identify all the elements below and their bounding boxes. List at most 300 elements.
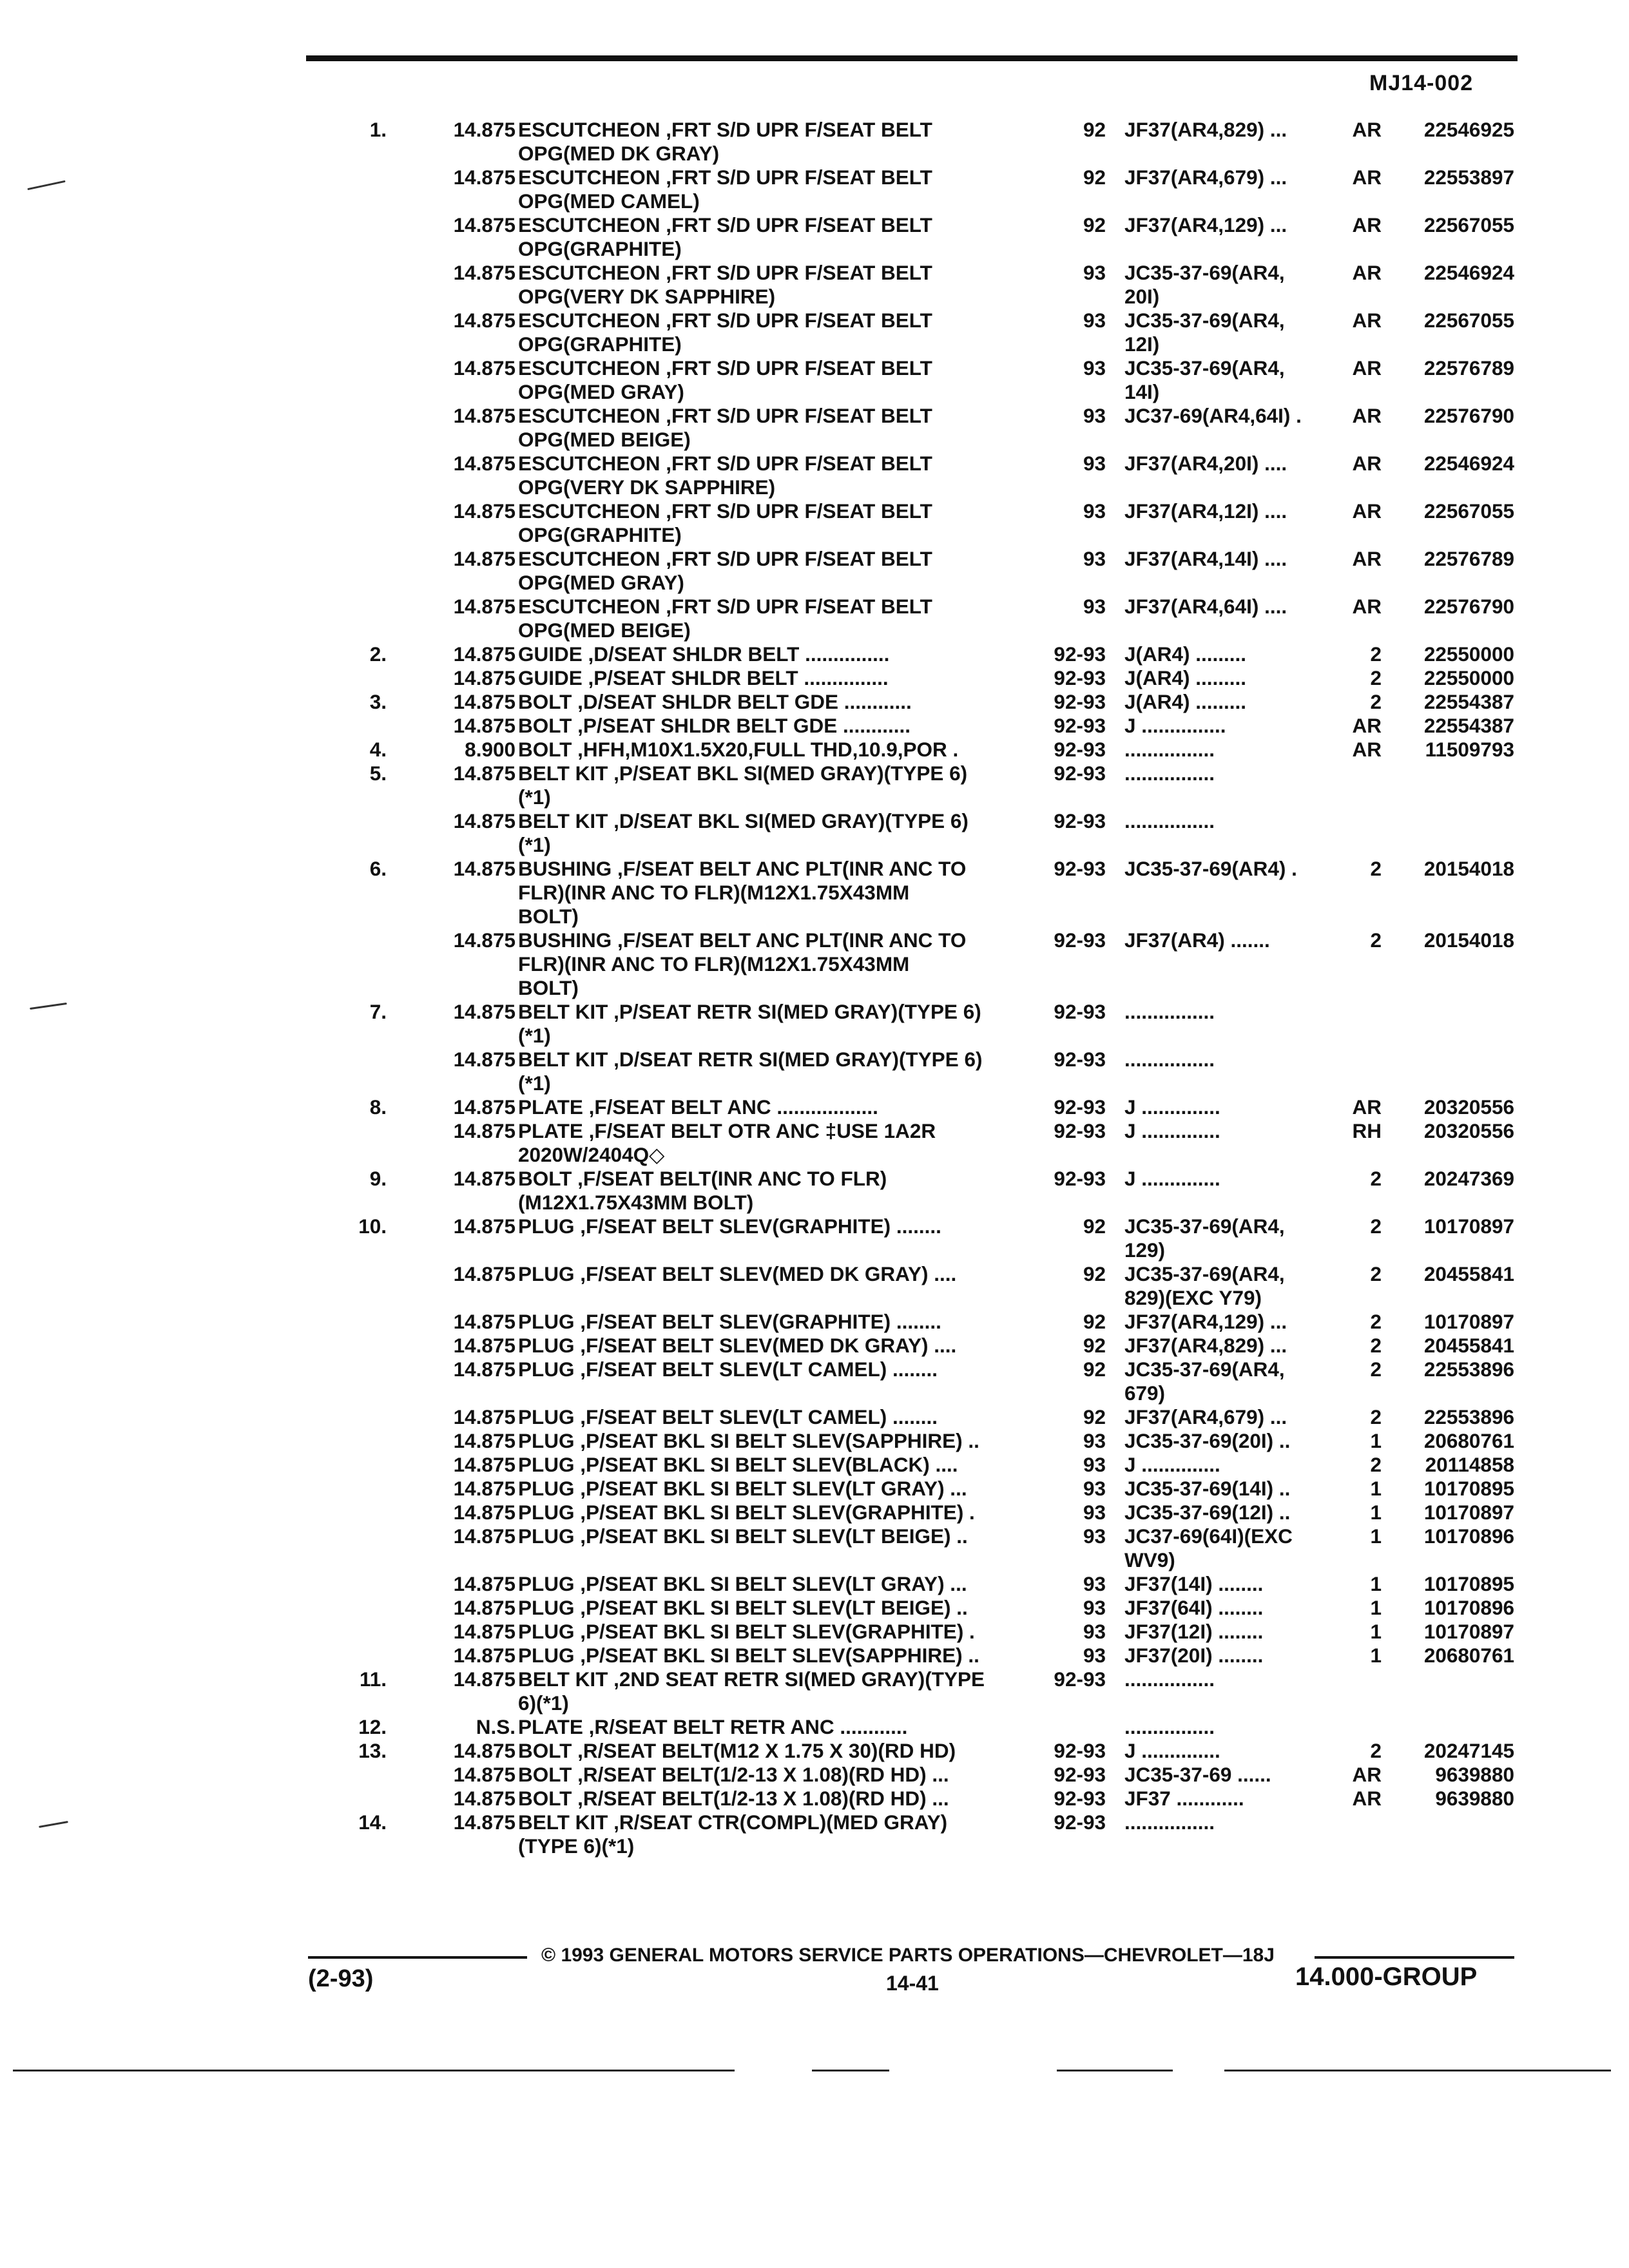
quantity: 1: [1370, 1524, 1382, 1548]
part-detail: ,P/SEAT BKL SI BELT SLEV(BLACK) ....: [574, 1453, 958, 1476]
part-detail: ,R/SEAT BELT(M12 X 1.75 X 30)(RD HD): [572, 1739, 956, 1762]
ref-number: 6.: [369, 857, 387, 880]
application: ................: [1124, 1000, 1215, 1023]
part-name: ESCUTCHEON: [518, 452, 660, 475]
ref-number: 14.: [358, 1811, 387, 1834]
part-description: [518, 380, 1034, 404]
part-name: PLUG: [518, 1524, 575, 1548]
part-description: [518, 619, 1034, 642]
model-year: 92-93: [1054, 928, 1106, 952]
part-description: [518, 1572, 1034, 1596]
quantity: 2: [1370, 666, 1382, 689]
part-name: BELT KIT: [518, 1811, 608, 1834]
table-row: [0, 738, 1629, 762]
table-row: [0, 1644, 1629, 1667]
part-name: BOLT: [518, 690, 572, 713]
part-detail: ,2ND SEAT RETR SI(MED GRAY)(TYPE: [608, 1667, 985, 1691]
table-row: [0, 928, 1629, 952]
part-detail: FLR)(INR ANC TO FLR)(M12X1.75X43MM: [518, 952, 910, 975]
application: JF37(AR4,129) ...: [1124, 1310, 1287, 1333]
application: 12I): [1124, 332, 1160, 356]
part-name: ESCUTCHEON: [518, 213, 660, 236]
application: JC35-37-69(20I) ..: [1124, 1429, 1291, 1452]
part-name: PLUG: [518, 1358, 575, 1381]
part-name: BELT KIT: [518, 1000, 608, 1023]
table-row: [0, 1358, 1629, 1381]
part-name: BUSHING: [518, 928, 612, 952]
quantity: 2: [1370, 1167, 1382, 1190]
part-detail: BOLT): [518, 976, 579, 999]
part-number: 20455841: [1423, 1334, 1514, 1357]
application: JC35-37-69(AR4,: [1124, 261, 1285, 284]
part-detail: ,F/SEAT BELT SLEV(MED DK GRAY) ....: [574, 1262, 957, 1285]
quantity: 1: [1370, 1501, 1382, 1524]
part-name: PLUG: [518, 1215, 575, 1238]
application: J ..............: [1124, 1095, 1220, 1119]
table-row: [0, 1596, 1629, 1620]
part-number: 22554387: [1423, 690, 1514, 713]
series-code: 14.875: [453, 762, 516, 785]
series-code: 14.875: [453, 356, 516, 380]
table-row: [0, 1620, 1629, 1644]
application: J ..............: [1124, 1453, 1220, 1476]
part-description: [518, 1667, 1034, 1691]
model-year: 92: [1083, 1262, 1106, 1285]
part-name: PLUG: [518, 1334, 575, 1357]
part-detail: ,P/SEAT BKL SI BELT SLEV(LT GRAY) ...: [574, 1572, 967, 1595]
model-year: 92-93: [1054, 1048, 1106, 1071]
application: JF37(AR4,14I) ....: [1124, 547, 1287, 570]
quantity: 2: [1370, 1262, 1382, 1285]
part-number: 22576789: [1423, 356, 1514, 380]
model-year: 92-93: [1054, 642, 1106, 666]
part-detail: OPG(GRAPHITE): [518, 237, 682, 260]
application: ................: [1124, 1715, 1215, 1738]
model-year: 93: [1083, 1572, 1106, 1595]
part-name: PLUG: [518, 1644, 575, 1667]
part-detail: ,FRT S/D UPR F/SEAT BELT: [660, 166, 932, 189]
table-row: [0, 1691, 1629, 1715]
part-name: PLUG: [518, 1596, 575, 1619]
part-detail: (*1): [518, 833, 551, 856]
part-detail: ,FRT S/D UPR F/SEAT BELT: [660, 356, 932, 380]
part-description: [518, 1715, 1034, 1739]
part-name: BELT KIT: [518, 762, 608, 785]
part-description: [518, 1691, 1034, 1715]
model-year: 92-93: [1054, 738, 1106, 761]
part-description: [518, 1334, 1034, 1358]
table-row: [0, 1381, 1629, 1405]
part-detail: ,FRT S/D UPR F/SEAT BELT: [660, 309, 932, 332]
application: JF37(AR4,20I) ....: [1124, 452, 1287, 475]
part-detail: ,FRT S/D UPR F/SEAT BELT: [660, 404, 932, 427]
part-name: PLUG: [518, 1262, 575, 1285]
table-row: [0, 571, 1629, 595]
table-row: [0, 1834, 1629, 1858]
part-name: PLUG: [518, 1310, 575, 1333]
application: J(AR4) .........: [1124, 666, 1247, 689]
table-row: [0, 666, 1629, 690]
series-code: 14.875: [453, 118, 516, 141]
quantity: 2: [1370, 642, 1382, 666]
quantity: 1: [1370, 1620, 1382, 1643]
application: JF37(AR4) .......: [1124, 928, 1270, 952]
table-row: [0, 1787, 1629, 1811]
part-name: BOLT: [518, 1739, 572, 1762]
series-code: 8.900: [465, 738, 516, 761]
series-code: 14.875: [453, 1501, 516, 1524]
part-description: [518, 1310, 1034, 1334]
table-row: [0, 881, 1629, 905]
series-code: 14.875: [453, 1405, 516, 1428]
quantity: AR: [1352, 118, 1382, 141]
model-year: 92-93: [1054, 857, 1106, 880]
table-row: [0, 1167, 1629, 1191]
quantity: 2: [1370, 857, 1382, 880]
quantity: AR: [1352, 714, 1382, 737]
application: 679): [1124, 1381, 1166, 1405]
ref-number: 1.: [369, 118, 387, 141]
table-row: [0, 1095, 1629, 1119]
application: JC35-37-69 ......: [1124, 1763, 1271, 1786]
table-row: [0, 1405, 1629, 1429]
table-row: [0, 809, 1629, 833]
table-row: [0, 476, 1629, 499]
part-description: [518, 213, 1034, 237]
part-detail: OPG(MED BEIGE): [518, 619, 691, 642]
series-code: 14.875: [453, 666, 516, 689]
series-code: 14.875: [453, 499, 516, 523]
series-code: 14.875: [453, 452, 516, 475]
series-code: 14.875: [453, 1095, 516, 1119]
part-description: [518, 476, 1034, 499]
part-description: [518, 1358, 1034, 1381]
part-number: 10170897: [1423, 1310, 1514, 1333]
series-code: N.S.: [476, 1715, 516, 1738]
ref-number: 7.: [369, 1000, 387, 1023]
part-number: 20680761: [1423, 1644, 1514, 1667]
application: JC35-37-69(AR4,: [1124, 356, 1285, 380]
quantity: AR: [1352, 1763, 1382, 1786]
model-year: 92-93: [1054, 1787, 1106, 1810]
model-year: 92-93: [1054, 714, 1106, 737]
ref-number: 3.: [369, 690, 387, 713]
model-year: 92: [1083, 1215, 1106, 1238]
part-description: [518, 1811, 1034, 1834]
part-detail: OPG(MED DK GRAY): [518, 142, 720, 165]
part-number: 22567055: [1423, 213, 1514, 236]
table-row: [0, 166, 1629, 189]
part-name: ESCUTCHEON: [518, 404, 660, 427]
model-year: 92-93: [1054, 1667, 1106, 1691]
application: JC35-37-69(12I) ..: [1124, 1501, 1291, 1524]
part-description: [518, 1119, 1034, 1143]
part-description: [518, 332, 1034, 356]
part-detail: ,F/SEAT BELT(INR ANC TO FLR): [572, 1167, 887, 1190]
model-year: 92-93: [1054, 1167, 1106, 1190]
application: J ...............: [1124, 714, 1226, 737]
table-row: [0, 404, 1629, 428]
part-name: PLUG: [518, 1620, 575, 1643]
part-description: [518, 1000, 1034, 1024]
quantity: AR: [1352, 261, 1382, 284]
part-number: 10170897: [1423, 1620, 1514, 1643]
series-code: 14.875: [453, 309, 516, 332]
quantity: 1: [1370, 1429, 1382, 1452]
part-number: 22546925: [1423, 118, 1514, 141]
part-detail: ,R/SEAT CTR(COMPL)(MED GRAY): [608, 1811, 948, 1834]
part-detail: ,D/SEAT RETR SI(MED GRAY)(TYPE 6): [608, 1048, 983, 1071]
quantity: AR: [1352, 213, 1382, 236]
part-description: [518, 1429, 1034, 1453]
part-detail: OPG(MED GRAY): [518, 571, 684, 594]
application: JC35-37-69(AR4,: [1124, 309, 1285, 332]
model-year: 92: [1083, 213, 1106, 236]
top-rule: [306, 55, 1518, 61]
part-detail: ,FRT S/D UPR F/SEAT BELT: [660, 452, 932, 475]
footer-date: (2-93): [308, 1965, 374, 1992]
table-row: [0, 1524, 1629, 1548]
part-number: 20154018: [1423, 857, 1514, 880]
ref-number: 4.: [369, 738, 387, 761]
table-row: [0, 714, 1629, 738]
application: ................: [1124, 1811, 1215, 1834]
table-row: [0, 1477, 1629, 1501]
application: ................: [1124, 738, 1215, 761]
part-description: [518, 952, 1034, 976]
quantity: 2: [1370, 1405, 1382, 1428]
part-detail: OPG(VERY DK SAPPHIRE): [518, 476, 776, 499]
part-description: [518, 1834, 1034, 1858]
model-year: 92-93: [1054, 1763, 1106, 1786]
part-detail: ,P/SEAT BKL SI BELT SLEV(GRAPHITE) .: [574, 1620, 975, 1643]
part-description: [518, 595, 1034, 619]
application: JF37(AR4,129) ...: [1124, 213, 1287, 236]
table-row: [0, 499, 1629, 523]
part-number: 20247145: [1423, 1739, 1514, 1762]
application: J ..............: [1124, 1119, 1220, 1142]
quantity: 2: [1370, 1453, 1382, 1476]
part-detail: ,P/SEAT BKL SI(MED GRAY)(TYPE 6): [608, 762, 968, 785]
model-year: 92: [1083, 166, 1106, 189]
table-row: [0, 118, 1629, 142]
part-detail: ,P/SEAT RETR SI(MED GRAY)(TYPE 6): [608, 1000, 981, 1023]
table-row: [0, 690, 1629, 714]
part-description: [518, 881, 1034, 905]
part-number: 20680761: [1423, 1429, 1514, 1452]
part-description: [518, 785, 1034, 809]
series-code: 14.875: [453, 1262, 516, 1285]
part-name: ESCUTCHEON: [518, 356, 660, 380]
part-description: [518, 1072, 1034, 1095]
quantity: AR: [1352, 166, 1382, 189]
part-name: PLUG: [518, 1477, 575, 1500]
parts-list: [0, 118, 1629, 1858]
part-name: PLUG: [518, 1429, 575, 1452]
table-row: [0, 332, 1629, 356]
table-row: [0, 1072, 1629, 1095]
quantity: 2: [1370, 1739, 1382, 1762]
part-description: [518, 237, 1034, 261]
part-detail: (*1): [518, 785, 551, 809]
part-description: [518, 261, 1034, 285]
quantity: 1: [1370, 1477, 1382, 1500]
application: JC35-37-69(AR4,: [1124, 1262, 1285, 1285]
quantity: 2: [1370, 928, 1382, 952]
part-number: 22576789: [1423, 547, 1514, 570]
page-number: 14-41: [886, 1972, 939, 1995]
table-row: [0, 213, 1629, 237]
application: 129): [1124, 1238, 1166, 1262]
ref-number: 9.: [369, 1167, 387, 1190]
part-detail: ,F/SEAT BELT OTR ANC ‡USE 1A2R: [583, 1119, 936, 1142]
part-detail: 6)(*1): [518, 1691, 569, 1715]
part-description: [518, 523, 1034, 547]
part-name: ESCUTCHEON: [518, 499, 660, 523]
model-year: 92: [1083, 1405, 1106, 1428]
series-code: 14.875: [453, 1167, 516, 1190]
model-year: 92: [1083, 1334, 1106, 1357]
part-description: [518, 690, 1034, 714]
part-description: [518, 1405, 1034, 1429]
scan-edge-line: [1057, 2070, 1173, 2071]
application: JF37(AR4,679) ...: [1124, 1405, 1287, 1428]
application: JC35-37-69(14I) ..: [1124, 1477, 1291, 1500]
table-row: [0, 1262, 1629, 1286]
part-description: [518, 809, 1034, 833]
model-year: 92-93: [1054, 690, 1106, 713]
part-detail: ,FRT S/D UPR F/SEAT BELT: [660, 118, 932, 141]
table-row: [0, 452, 1629, 476]
part-name: ESCUTCHEON: [518, 547, 660, 570]
part-number: 10170897: [1423, 1215, 1514, 1238]
part-name: ESCUTCHEON: [518, 595, 660, 618]
series-code: 14.875: [453, 547, 516, 570]
part-detail: OPG(MED CAMEL): [518, 189, 700, 213]
model-year: 93: [1083, 404, 1106, 427]
part-detail: ,F/SEAT BELT ANC PLT(INR ANC TO: [612, 928, 967, 952]
part-name: GUIDE: [518, 666, 583, 689]
application: JF37(AR4,12I) ....: [1124, 499, 1287, 523]
part-description: [518, 1191, 1034, 1215]
quantity: AR: [1352, 595, 1382, 618]
table-row: [0, 1000, 1629, 1024]
ref-number: 13.: [358, 1739, 387, 1762]
table-row: [0, 833, 1629, 857]
part-name: PLUG: [518, 1501, 575, 1524]
application: JF37(14I) ........: [1124, 1572, 1264, 1595]
table-row: [0, 1739, 1629, 1763]
part-description: [518, 1787, 1034, 1811]
part-number: 10170897: [1423, 1501, 1514, 1524]
footer-group: 14.000-GROUP: [1295, 1963, 1478, 1991]
catalog-code: MJ14-002: [1369, 71, 1474, 95]
application: JF37(AR4,829) ...: [1124, 118, 1287, 141]
quantity: AR: [1352, 452, 1382, 475]
part-description: [518, 1048, 1034, 1072]
series-code: 14.875: [453, 1453, 516, 1476]
model-year: 93: [1083, 499, 1106, 523]
part-description: [518, 1095, 1034, 1119]
table-row: [0, 1048, 1629, 1072]
quantity: AR: [1352, 1787, 1382, 1810]
part-name: BOLT: [518, 738, 572, 761]
part-number: 20320556: [1423, 1119, 1514, 1142]
part-number: 22550000: [1423, 666, 1514, 689]
part-description: [518, 1262, 1034, 1286]
part-number: 20320556: [1423, 1095, 1514, 1119]
application: 829)(EXC Y79): [1124, 1286, 1262, 1309]
part-detail: ,P/SEAT BKL SI BELT SLEV(LT BEIGE) ..: [574, 1524, 968, 1548]
model-year: 92: [1083, 1310, 1106, 1333]
part-detail: ,F/SEAT BELT SLEV(GRAPHITE) ........: [574, 1310, 941, 1333]
application: JF37 ............: [1124, 1787, 1244, 1810]
series-code: 14.875: [453, 690, 516, 713]
table-row: [0, 1811, 1629, 1834]
table-row: [0, 1453, 1629, 1477]
series-code: 14.875: [453, 1524, 516, 1548]
part-description: [518, 118, 1034, 142]
series-code: 14.875: [453, 1811, 516, 1834]
part-number: 22550000: [1423, 642, 1514, 666]
footer-copyright: © 1993 GENERAL MOTORS SERVICE PARTS OPERATIONS—CHEVROLET—18J: [541, 1945, 1275, 1966]
table-row: [0, 1215, 1629, 1238]
part-description: [518, 428, 1034, 452]
part-description: [518, 142, 1034, 166]
application: JF37(20I) ........: [1124, 1644, 1264, 1667]
part-description: [518, 1524, 1034, 1548]
part-number: 10170895: [1423, 1572, 1514, 1595]
part-description: [518, 714, 1034, 738]
model-year: 92: [1083, 1358, 1106, 1381]
part-number: 20154018: [1423, 928, 1514, 952]
part-number: 22553897: [1423, 166, 1514, 189]
part-description: [518, 499, 1034, 523]
part-name: PLUG: [518, 1453, 575, 1476]
model-year: 92: [1083, 118, 1106, 141]
table-row: [0, 1310, 1629, 1334]
part-number: 11509793: [1425, 738, 1514, 761]
part-number: 10170896: [1423, 1596, 1514, 1619]
part-detail: FLR)(INR ANC TO FLR)(M12X1.75X43MM: [518, 881, 910, 904]
part-detail: ,R/SEAT BELT(1/2-13 X 1.08)(RD HD) ...: [572, 1787, 949, 1810]
part-description: [518, 309, 1034, 332]
series-code: 14.875: [453, 1215, 516, 1238]
series-code: 14.875: [453, 928, 516, 952]
part-description: [518, 166, 1034, 189]
part-name: BOLT: [518, 1787, 572, 1810]
part-description: [518, 857, 1034, 881]
part-description: [518, 1167, 1034, 1191]
part-description: [518, 1024, 1034, 1048]
model-year: 93: [1083, 1644, 1106, 1667]
part-description: [518, 833, 1034, 857]
quantity: AR: [1352, 309, 1382, 332]
table-row: [0, 1119, 1629, 1143]
part-description: [518, 976, 1034, 1000]
part-detail: ,FRT S/D UPR F/SEAT BELT: [660, 213, 932, 236]
part-description: [518, 905, 1034, 928]
application: JF37(AR4,64I) ....: [1124, 595, 1287, 618]
part-name: PLATE: [518, 1095, 583, 1119]
part-detail: 2020W/2404Q◇: [518, 1143, 665, 1166]
part-detail: ,HFH,M10X1.5X20,FULL THD,10.9,POR .: [572, 738, 959, 761]
part-description: [518, 571, 1034, 595]
series-code: 14.875: [453, 595, 516, 618]
series-code: 14.875: [453, 1787, 516, 1810]
part-detail: ,F/SEAT BELT ANC PLT(INR ANC TO: [612, 857, 967, 880]
part-number: 22546924: [1423, 261, 1514, 284]
